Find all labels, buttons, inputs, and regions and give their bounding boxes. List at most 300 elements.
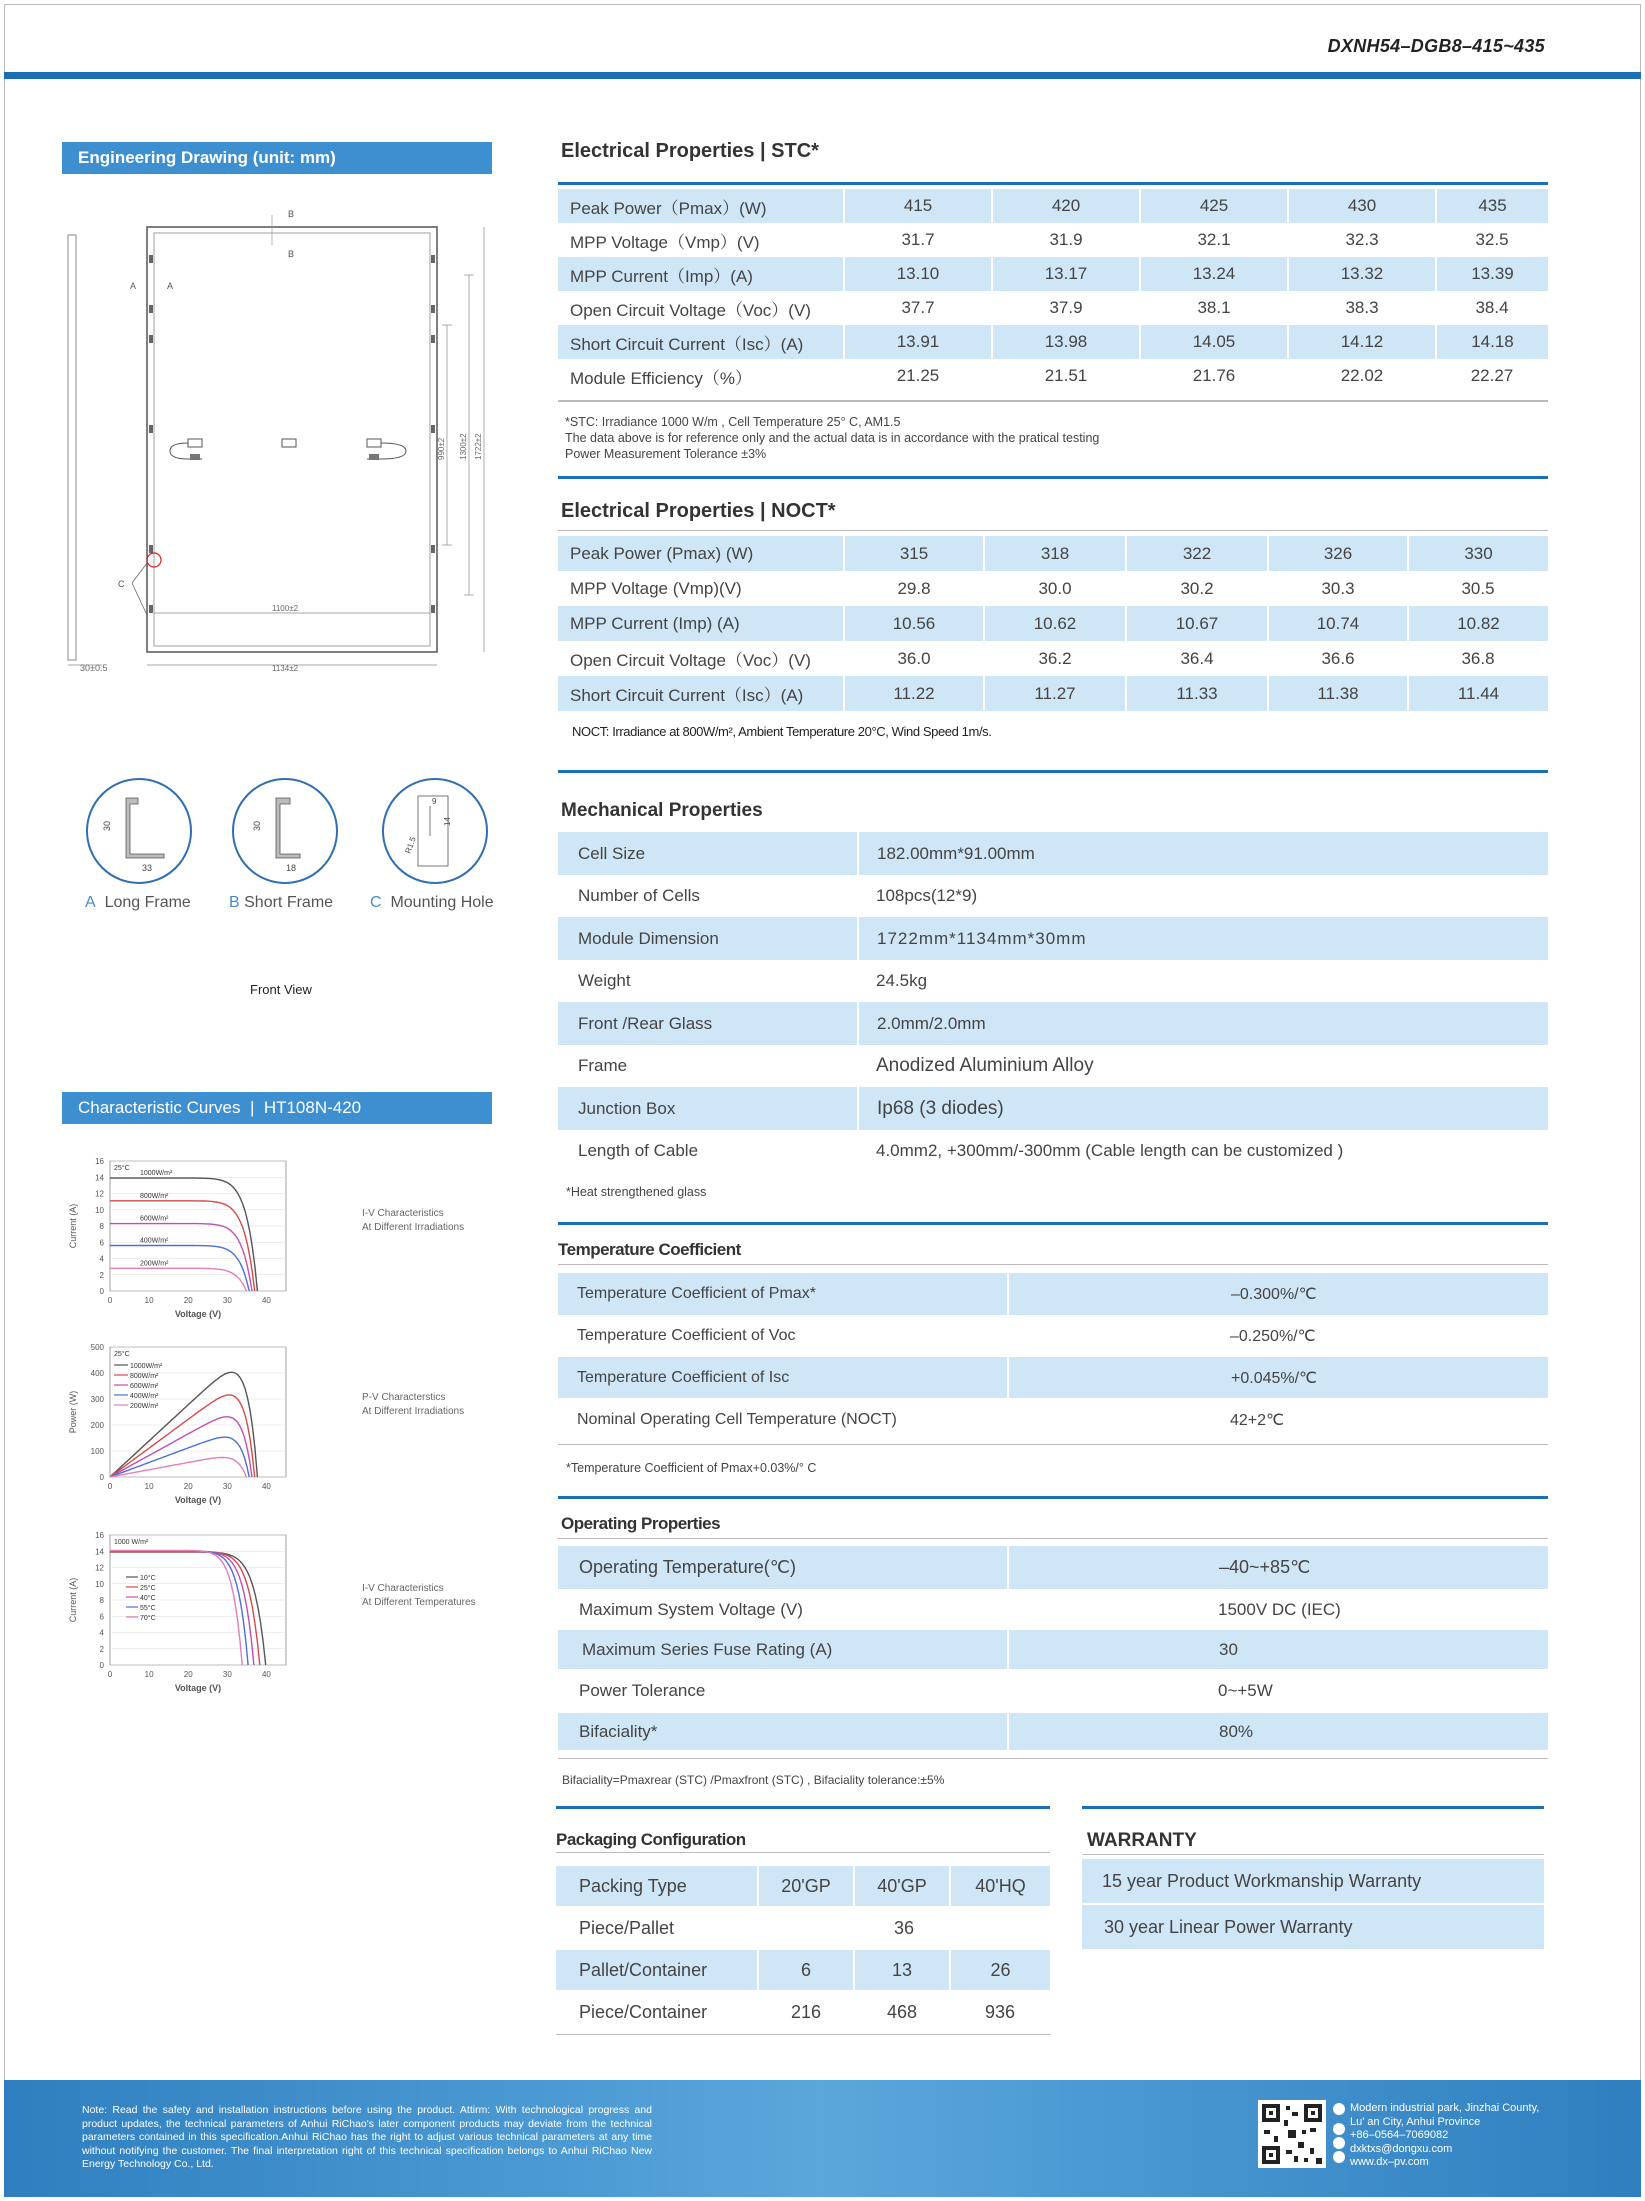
op-label: Bifaciality* — [558, 1713, 1008, 1750]
noct-rule — [558, 530, 1548, 531]
temp-label: Temperature Coefficient of Isc — [558, 1357, 1008, 1398]
temp-row — [558, 1398, 1548, 1441]
noct-cell: 330 — [1408, 536, 1548, 571]
pack-cell: 6 — [758, 1950, 854, 1990]
temp-value: –0.300%/℃ — [1008, 1273, 1548, 1315]
pack-cell: 216 — [758, 1990, 854, 2034]
temp-row — [558, 1273, 1548, 1315]
noct-cell: 315 — [844, 536, 984, 571]
pack-row — [556, 1990, 1050, 2034]
noct-note: NOCT: Irradiance at 800W/m², Ambient Temperature 20°C, Wind Speed 1m/s. — [572, 724, 992, 739]
engineering-drawing-header: Engineering Drawing (unit: mm) — [62, 142, 492, 174]
stc-cell: 13.24 — [1140, 257, 1288, 291]
stc-row — [558, 359, 1548, 393]
packaging-top-rule — [556, 1806, 1050, 1809]
mech-label: Junction Box — [558, 1087, 858, 1130]
model-number: DXNH54–DGB8–415~435 — [1327, 36, 1545, 56]
warranty-title: WARRANTY — [1087, 1830, 1197, 1851]
y-tick-label: 6 — [99, 1612, 104, 1622]
noct-label: MPP Current (Imp) (A) — [558, 606, 844, 641]
noct-label: Short Circuit Current（Isc）(A) — [558, 676, 844, 711]
noct-cell: 318 — [984, 536, 1126, 571]
iv-irr-label — [362, 1207, 464, 1235]
noct-cell: 10.82 — [1408, 606, 1548, 641]
footer-address-2: Lu' an City, Anhui Province — [1350, 2115, 1481, 2128]
temp-label: Temperature Coefficient of Voc — [558, 1315, 1008, 1357]
stc-cell: 38.3 — [1288, 291, 1436, 325]
pack-label: Piece/Container — [556, 1990, 758, 2034]
legend-label: 800W/m² — [130, 1373, 159, 1380]
noct-cell: 10.67 — [1126, 606, 1268, 641]
mechanical-note: *Heat strengthened glass — [566, 1185, 707, 1199]
operating-title: Operating Properties — [561, 1514, 721, 1533]
operating-table — [558, 1546, 1548, 1750]
email-icon — [1333, 2137, 1345, 2149]
y-tick-label: 500 — [90, 1343, 104, 1352]
y-tick-label: 4 — [99, 1628, 104, 1638]
op-value: 80% — [1008, 1713, 1548, 1750]
legend-label: 70°C — [140, 1615, 156, 1622]
noct-cell: 30.5 — [1408, 571, 1548, 606]
x-tick-label: 30 — [222, 1296, 232, 1305]
noct-cell: 30.0 — [984, 571, 1126, 606]
noct-cell: 326 — [1268, 536, 1408, 571]
stc-cell: 14.05 — [1140, 325, 1288, 359]
noct-row — [558, 571, 1548, 606]
long-frame-height: 30 — [102, 820, 112, 831]
x-tick-label: 10 — [144, 1670, 154, 1679]
pack-header-row — [556, 1866, 1050, 1906]
operating-top-rule — [558, 1496, 1548, 1499]
long-frame-width: 33 — [142, 863, 153, 873]
noct-cell: 11.44 — [1408, 676, 1548, 711]
stc-row — [558, 291, 1548, 325]
noct-row — [558, 536, 1548, 571]
temp-label: Temperature Coefficient of Pmax* — [558, 1273, 1008, 1315]
temp-value: 42+2℃ — [1008, 1398, 1548, 1441]
y-tick-label: 200 — [90, 1421, 104, 1430]
stc-cell: 31.7 — [844, 223, 992, 257]
stc-cell: 21.76 — [1140, 359, 1288, 393]
operating-bottom-line — [558, 1758, 1548, 1759]
y-tick-label: 100 — [90, 1447, 104, 1456]
mech-label: Module Dimension — [558, 917, 858, 960]
stc-cell: 32.1 — [1140, 223, 1288, 257]
mech-row — [558, 1087, 1548, 1130]
mech-value: 108pcs(12*9) — [858, 875, 1548, 917]
stc-cell: 32.5 — [1436, 223, 1548, 257]
stc-note-2: The data above is for reference only and the actual data is in accordance with the pratical testing — [565, 431, 1100, 445]
iv-temperature-chart — [62, 1520, 362, 1700]
temp-row — [558, 1357, 1548, 1398]
legend-label: 25°C — [140, 1585, 156, 1592]
caption-letter-a: A — [85, 894, 96, 911]
section-b-label-top: B — [288, 209, 295, 219]
op-row — [558, 1713, 1548, 1750]
op-row — [558, 1546, 1548, 1589]
short-frame-width: 18 — [286, 863, 297, 873]
op-value: 0~+5W — [1008, 1669, 1548, 1713]
iv-temp-label-1: I-V Characteristics — [362, 1583, 444, 1594]
stc-row — [558, 223, 1548, 257]
stc-cell: 37.9 — [992, 291, 1140, 325]
noct-table — [558, 536, 1548, 711]
stc-row — [558, 257, 1548, 291]
stc-cell: 430 — [1288, 189, 1436, 223]
stc-cell: 13.39 — [1436, 257, 1548, 291]
noct-cell: 36.0 — [844, 641, 984, 676]
pv-irr-label-2: At Different Irradiations — [362, 1406, 465, 1417]
mech-value: Ip68 (3 diodes) — [858, 1087, 1548, 1130]
noct-row — [558, 641, 1548, 676]
op-value: 1500V DC (IEC) — [1008, 1589, 1548, 1630]
noct-cell: 10.62 — [984, 606, 1126, 641]
legend-label: 200W/m² — [130, 1403, 159, 1410]
stc-cell: 38.1 — [1140, 291, 1288, 325]
pack-row — [556, 1906, 1050, 1950]
pack-label: Pallet/Container — [556, 1950, 758, 1990]
stc-label: MPP Current（Imp）(A) — [558, 257, 844, 291]
noct-cell: 11.33 — [1126, 676, 1268, 711]
op-label: Maximum System Voltage (V) — [558, 1589, 1008, 1630]
footer-phone: +86–0564–7069082 — [1350, 2129, 1449, 2141]
series-label: 200W/m² — [140, 1260, 169, 1268]
mech-value: 4.0mm2, +300mm/-300mm (Cable length can be customized ) — [858, 1130, 1548, 1172]
legend-label: 55°C — [140, 1605, 156, 1612]
web-icon — [1333, 2151, 1345, 2163]
y-tick-label: 14 — [95, 1173, 104, 1183]
noct-row — [558, 606, 1548, 641]
legend-label: 600W/m² — [130, 1383, 159, 1390]
noct-cell: 10.74 — [1268, 606, 1408, 641]
noct-label: MPP Voltage (Vmp)(V) — [558, 571, 844, 606]
operating-rule — [558, 1538, 1548, 1539]
packaging-title: Packaging Configuration — [556, 1830, 746, 1849]
y-tick-label: 0 — [99, 1287, 104, 1296]
x-tick-label: 0 — [107, 1482, 113, 1491]
mech-value: 1722mm*1134mm*30mm — [858, 917, 1548, 960]
section-c-label: C — [118, 579, 125, 589]
profile-mounting-hole — [380, 776, 490, 886]
mech-value: 24.5kg — [858, 960, 1548, 1002]
temperature-top-rule — [558, 1222, 1548, 1225]
stc-note-3: Power Measurement Tolerance ±3% — [565, 447, 767, 461]
x-tick-label: 40 — [261, 1670, 271, 1679]
irradiance-label: 1000 W/m² — [114, 1539, 149, 1546]
x-axis-label: Voltage (V) — [174, 1309, 222, 1319]
stc-cell: 21.25 — [844, 359, 992, 393]
x-tick-label: 30 — [222, 1482, 232, 1491]
iv-irr-label-1: I-V Characteristics — [362, 1208, 444, 1219]
operating-note: Bifaciality=Pmaxrear (STC) /Pmaxfront (STC) , Bifaciality tolerance:±5% — [562, 1773, 945, 1787]
stc-cell: 435 — [1436, 189, 1548, 223]
dim-1300: 1300±2 — [459, 433, 468, 460]
x-tick-label: 40 — [261, 1296, 271, 1305]
stc-cell: 31.9 — [992, 223, 1140, 257]
y-tick-label: 2 — [99, 1644, 104, 1654]
stc-cell: 13.32 — [1288, 257, 1436, 291]
pv-irradiance-chart — [62, 1332, 362, 1512]
caption-letter-b: B — [229, 894, 240, 911]
series-label: 400W/m² — [140, 1237, 169, 1245]
mech-row — [558, 917, 1548, 960]
location-icon — [1333, 2103, 1345, 2115]
mech-row — [558, 1130, 1548, 1172]
temp-row — [558, 1315, 1548, 1357]
stc-label: Peak Power（Pmax）(W) — [558, 189, 844, 223]
x-axis-label: Voltage (V) — [174, 1683, 222, 1693]
noct-cell: 11.22 — [844, 676, 984, 711]
op-label: Power Tolerance — [558, 1669, 1008, 1713]
section-b-label-bottom: B — [288, 249, 295, 259]
noct-cell: 36.2 — [984, 641, 1126, 676]
section-a-label-left: A — [130, 281, 137, 291]
footer-note: Note: Read the safety and installation instructions before using the product. Attirm: With technological progress and product updates, the technical parameters of Anhui RiChao's later component products may deviate from the technical parameters contained in this specification.Anhui RiChao has the right to adjust various technical parameters at any time without notifying the customer. The final interpretation right of this technical specification belongs to Anhui RiChao New Energy Technology Co., Ltd. — [82, 2104, 652, 2170]
temperature-label: 25°C — [114, 1165, 130, 1172]
caption-label-b: Short Frame — [244, 894, 334, 911]
caption-letter-c: C — [370, 894, 382, 911]
qr-code — [1258, 2100, 1326, 2168]
mount-hole-dim-1: 9 — [432, 797, 437, 806]
y-tick-label: 2 — [99, 1270, 104, 1280]
y-tick-label: 12 — [95, 1563, 104, 1573]
caption-short-frame — [229, 894, 333, 912]
legend-label: 1000W/m² — [130, 1363, 163, 1370]
front-view-label: Front View — [250, 982, 312, 997]
temp-value: –0.250%/℃ — [1008, 1315, 1548, 1357]
y-tick-label: 12 — [95, 1189, 104, 1199]
noct-cell: 36.6 — [1268, 641, 1408, 676]
stc-cell: 13.91 — [844, 325, 992, 359]
pack-cell: 936 — [950, 1990, 1050, 2034]
mech-label: Number of Cells — [558, 875, 858, 917]
noct-row — [558, 676, 1548, 711]
warranty-item: 15 year Product Workmanship Warranty — [1082, 1859, 1544, 1903]
y-tick-label: 0 — [99, 1661, 104, 1670]
noct-cell: 322 — [1126, 536, 1268, 571]
stc-cell: 13.98 — [992, 325, 1140, 359]
y-tick-label: 6 — [99, 1238, 104, 1248]
y-tick-label: 16 — [95, 1157, 104, 1166]
thickness-dim: 30±0.5 — [80, 663, 108, 673]
mech-row — [558, 1045, 1548, 1087]
x-axis-label: Voltage (V) — [174, 1495, 222, 1505]
op-value: –40~+85℃ — [1008, 1546, 1548, 1589]
stc-bottom-line — [558, 400, 1548, 402]
noct-cell: 29.8 — [844, 571, 984, 606]
stc-label: Short Circuit Current（Isc）(A) — [558, 325, 844, 359]
x-tick-label: 30 — [222, 1670, 232, 1679]
dim-1100: 1100±2 — [272, 604, 299, 613]
stc-table — [558, 189, 1548, 393]
stc-row — [558, 189, 1548, 223]
mech-row — [558, 832, 1548, 875]
footer-contact — [1350, 2102, 1539, 2170]
mech-row — [558, 1002, 1548, 1045]
mechanical-table — [558, 832, 1548, 1172]
y-tick-label: 300 — [90, 1395, 104, 1404]
pack-cell: 13 — [854, 1950, 950, 1990]
iv-irr-label-2: At Different Irradiations — [362, 1222, 465, 1233]
y-axis-label: Current (A) — [68, 1203, 78, 1249]
mech-label: Weight — [558, 960, 858, 1002]
stc-cell: 415 — [844, 189, 992, 223]
mount-hole-dim-2: 14 — [443, 817, 452, 826]
y-tick-label: 8 — [99, 1596, 104, 1605]
op-row — [558, 1589, 1548, 1630]
stc-cell: 37.7 — [844, 291, 992, 325]
mech-row — [558, 960, 1548, 1002]
footer-address-1: Modern industrial park, Jinzhai County, — [1350, 2102, 1540, 2114]
stc-cell: 420 — [992, 189, 1140, 223]
y-tick-label: 16 — [95, 1531, 104, 1540]
engineering-drawing — [62, 195, 492, 675]
caption-mounting-hole — [370, 894, 494, 912]
curves-model: HT108N-420 — [263, 1098, 362, 1117]
noct-label: Peak Power (Pmax) (W) — [558, 536, 844, 571]
packaging-table — [556, 1866, 1050, 2034]
stc-rule — [558, 182, 1548, 185]
noct-title: Electrical Properties | NOCT* — [561, 500, 836, 522]
stc-row — [558, 325, 1548, 359]
stc-label: Module Efficiency（%） — [558, 359, 844, 393]
mount-hole-dim-3: R1.5 — [403, 835, 418, 855]
qr-code-icon — [1258, 2100, 1326, 2168]
op-row — [558, 1669, 1548, 1713]
pack-header-type: Packing Type — [556, 1866, 758, 1906]
mech-row — [558, 875, 1548, 917]
characteristic-curves-header: Characteristic Curves | HT108N-420 — [62, 1092, 492, 1124]
stc-title: Electrical Properties | STC* — [561, 140, 819, 162]
mech-value: Anodized Aluminium Alloy — [858, 1045, 1548, 1087]
pack-cell: 468 — [854, 1990, 950, 2034]
caption-label-c: Mounting Hole — [390, 894, 494, 911]
stc-label: MPP Voltage（Vmp）(V) — [558, 223, 844, 257]
x-tick-label: 40 — [261, 1482, 271, 1491]
stc-cell: 425 — [1140, 189, 1288, 223]
temperature-label: 25°C — [114, 1351, 130, 1358]
pack-header-40hq: 40'HQ — [950, 1866, 1050, 1906]
pv-irr-label — [362, 1391, 464, 1419]
temperature-title: Temperature Coefficient — [558, 1240, 741, 1259]
iv-temp-label — [362, 1582, 476, 1610]
series-label: 1000W/m² — [140, 1170, 173, 1178]
temp-value: +0.045%/℃ — [1008, 1357, 1548, 1398]
temperature-note: *Temperature Coefficient of Pmax+0.03%/° C — [566, 1461, 817, 1475]
mech-value: 182.00mm*91.00mm — [858, 832, 1548, 875]
stc-cell: 13.17 — [992, 257, 1140, 291]
y-tick-label: 400 — [90, 1369, 104, 1378]
curves-title: Characteristic Curves — [78, 1098, 241, 1117]
x-tick-label: 20 — [183, 1482, 193, 1491]
short-frame-height: 30 — [252, 820, 262, 831]
y-tick-label: 10 — [95, 1205, 104, 1215]
dim-990: 990±2 — [437, 437, 446, 460]
op-label: Operating Temperature(℃) — [558, 1546, 1008, 1589]
caption-long-frame — [85, 894, 191, 912]
y-axis-label: Power (W) — [68, 1390, 78, 1434]
x-tick-label: 20 — [183, 1296, 193, 1305]
pack-cell: 36 — [758, 1906, 1050, 1950]
stc-cell: 22.02 — [1288, 359, 1436, 393]
pack-label: Piece/Pallet — [556, 1906, 758, 1950]
profile-long-frame — [84, 776, 194, 886]
y-tick-label: 10 — [95, 1579, 104, 1589]
stc-cell: 21.51 — [992, 359, 1140, 393]
noct-cell: 11.27 — [984, 676, 1126, 711]
packaging-bottom-line — [556, 2034, 1050, 2035]
noct-cell: 36.4 — [1126, 641, 1268, 676]
packaging-rule — [556, 1852, 1050, 1853]
temperature-rule — [558, 1264, 1548, 1265]
warranty-rule — [1082, 1854, 1544, 1855]
warranty-top-rule — [1082, 1806, 1544, 1809]
legend-label: 400W/m² — [130, 1393, 159, 1400]
y-tick-label: 0 — [99, 1473, 104, 1482]
noct-top-rule — [558, 476, 1548, 479]
temperature-bottom-line — [558, 1444, 1548, 1445]
mech-value: 2.0mm/2.0mm — [858, 1002, 1548, 1045]
stc-cell: 22.27 — [1436, 359, 1548, 393]
noct-cell: 11.38 — [1268, 676, 1408, 711]
stc-cell: 32.3 — [1288, 223, 1436, 257]
y-tick-label: 4 — [99, 1254, 104, 1264]
dim-1722: 1722±2 — [474, 433, 483, 460]
profile-short-frame — [230, 776, 340, 886]
stc-cell: 13.10 — [844, 257, 992, 291]
stc-label: Open Circuit Voltage（Voc）(V) — [558, 291, 844, 325]
footer-web: www.dx–pv.com — [1350, 2156, 1429, 2168]
x-tick-label: 10 — [144, 1296, 154, 1305]
op-row — [558, 1630, 1548, 1669]
iv-temp-label-2: At Different Temperatures — [362, 1597, 476, 1608]
temp-label: Nominal Operating Cell Temperature (NOCT) — [558, 1398, 1008, 1441]
x-tick-label: 20 — [183, 1670, 193, 1679]
y-tick-label: 8 — [99, 1222, 104, 1231]
y-tick-label: 14 — [95, 1547, 104, 1557]
pack-header-20gp: 20'GP — [758, 1866, 854, 1906]
noct-label: Open Circuit Voltage（Voc）(V) — [558, 641, 844, 676]
x-tick-label: 0 — [107, 1670, 113, 1679]
temperature-table — [558, 1273, 1548, 1441]
caption-label-a: Long Frame — [104, 894, 191, 911]
op-label: Maximum Series Fuse Rating (A) — [558, 1630, 1008, 1669]
stc-note-1: *STC: Irradiance 1000 W/m , Cell Temperature 25° C, AM1.5 — [565, 415, 901, 429]
pv-irr-label-1: P-V Characterstics — [362, 1392, 446, 1403]
top-rule — [4, 72, 1641, 79]
iv-irradiance-chart — [62, 1146, 362, 1326]
legend-label: 10°C — [140, 1575, 156, 1582]
mech-label: Frame — [558, 1045, 858, 1087]
section-a-label-right: A — [167, 281, 174, 291]
pack-row — [556, 1950, 1050, 1990]
mech-label: Cell Size — [558, 832, 858, 875]
op-value: 30 — [1008, 1630, 1548, 1669]
mechanical-title: Mechanical Properties — [561, 800, 763, 821]
mechanical-top-rule — [558, 770, 1548, 773]
series-label: 600W/m² — [140, 1215, 169, 1223]
mech-label: Length of Cable — [558, 1130, 858, 1172]
noct-cell: 30.3 — [1268, 571, 1408, 606]
series-label: 800W/m² — [140, 1192, 169, 1200]
noct-cell: 36.8 — [1408, 641, 1548, 676]
stc-notes — [565, 414, 1099, 462]
stc-cell: 38.4 — [1436, 291, 1548, 325]
phone-icon — [1333, 2123, 1345, 2135]
noct-cell: 30.2 — [1126, 571, 1268, 606]
x-tick-label: 10 — [144, 1482, 154, 1491]
x-tick-label: 0 — [107, 1296, 113, 1305]
